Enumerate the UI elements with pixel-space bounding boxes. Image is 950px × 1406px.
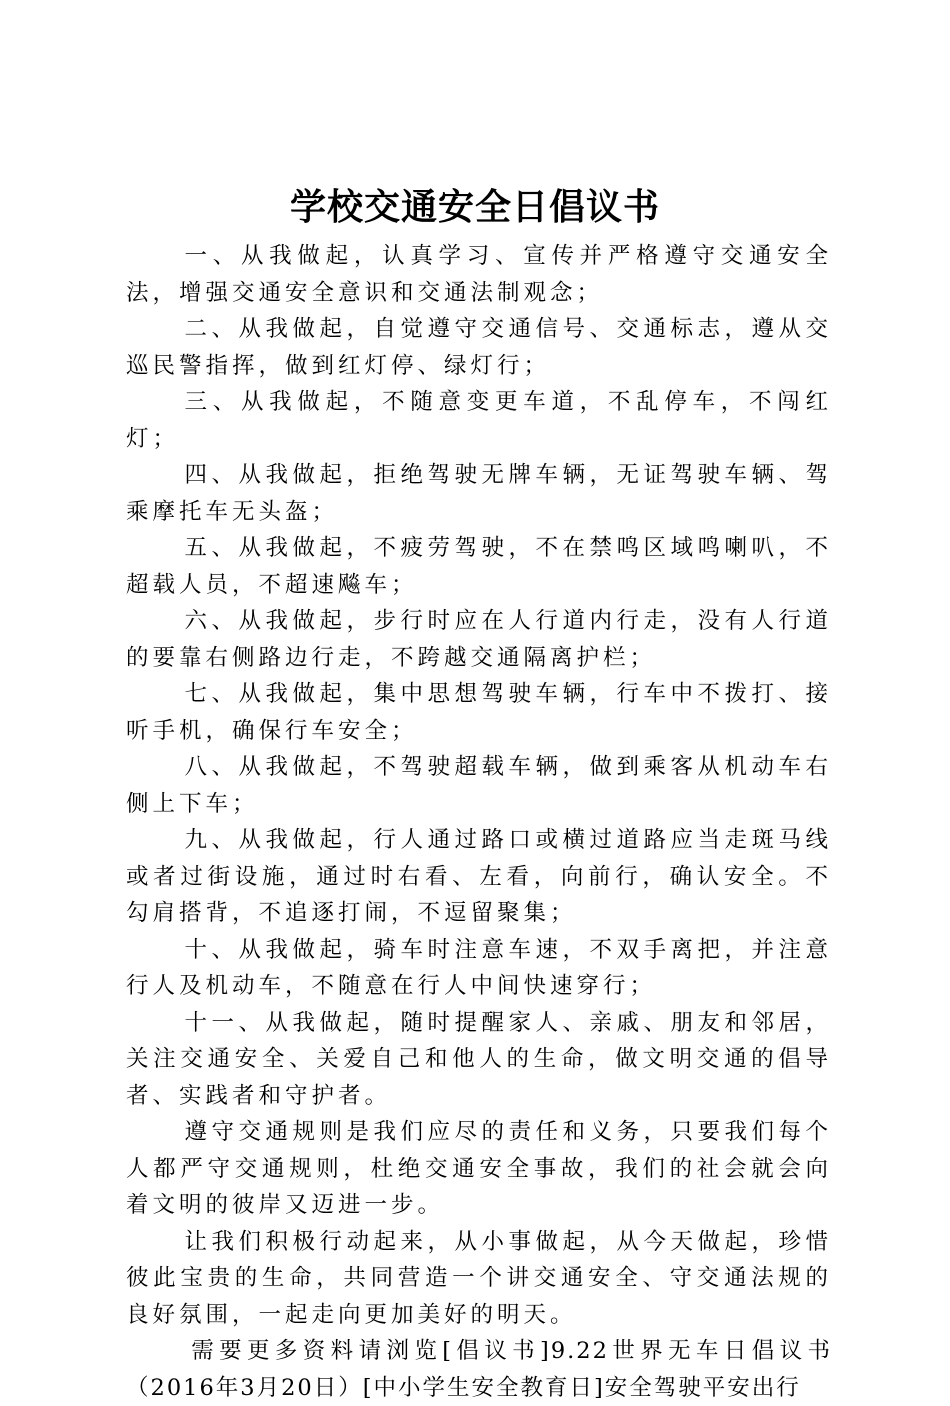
call-to-action-paragraph: 让我们积极行动起来，从小事做起，从今天做起，珍惜彼此宝贵的生命，共同营造一个讲交通安全、守交通法规的良好氛围，一起走向更加美好的明天。 — [126, 1228, 832, 1328]
document-body — [126, 238, 832, 1406]
document-title: 学校交通安全日倡议书 — [289, 187, 660, 228]
paragraph-3: 三、从我做起，不随意变更车道，不乱停车，不闯红灯； — [126, 389, 832, 452]
paragraph-7: 七、从我做起，集中思想驾驶车辆，行车中不拨打、接听手机，确保行车安全； — [126, 681, 832, 744]
paragraph-11: 十一、从我做起，随时提醒家人、亲戚、朋友和邻居，关注交通安全、关爱自己和他人的生命，做文明交通的倡导者、实践者和守护者。 — [126, 1009, 832, 1109]
paragraph-10: 十、从我做起，骑车时注意车速，不双手离把，并注意行人及机动车，不随意在行人中间快速穿行； — [126, 936, 832, 999]
reference-note: 需要更多资料请浏览[倡议书]9.22世界无车日倡议书（2016年3月20日）[中小学生安全教育日]安全驾驶平安出行 — [126, 1338, 832, 1401]
paragraph-1: 一、从我做起，认真学习、宣传并严格遵守交通安全法，增强交通安全意识和交通法制观念； — [126, 243, 832, 306]
closing-paragraph: 遵守交通规则是我们应尽的责任和义务，只要我们每个人都严守交通规则，杜绝交通安全事故，我们的社会就会向着文明的彼岸又迈进一步。 — [126, 1119, 832, 1218]
paragraph-8: 八、从我做起，不驾驶超载车辆，做到乘客从机动车右侧上下车； — [126, 754, 832, 817]
paragraph-4: 四、从我做起，拒绝驾驶无牌车辆，无证驾驶车辆、驾乘摩托车无头盔； — [126, 462, 832, 525]
paragraph-9: 九、从我做起，行人通过路口或横过道路应当走斑马线或者过街设施，通过时右看、左看，向前行，确认安全。不勾肩搭背，不追逐打闹，不逗留聚集； — [126, 827, 832, 926]
paragraph-5: 五、从我做起，不疲劳驾驶，不在禁鸣区域鸣喇叭，不超载人员，不超速飚车； — [126, 535, 832, 598]
paragraph-6: 六、从我做起，步行时应在人行道内行走，没有人行道的要靠右侧路边行走，不跨越交通隔离护栏； — [126, 608, 832, 671]
paragraph-2: 二、从我做起，自觉遵守交通信号、交通标志，遵从交巡民警指挥，做到红灯停、绿灯行； — [126, 316, 832, 379]
